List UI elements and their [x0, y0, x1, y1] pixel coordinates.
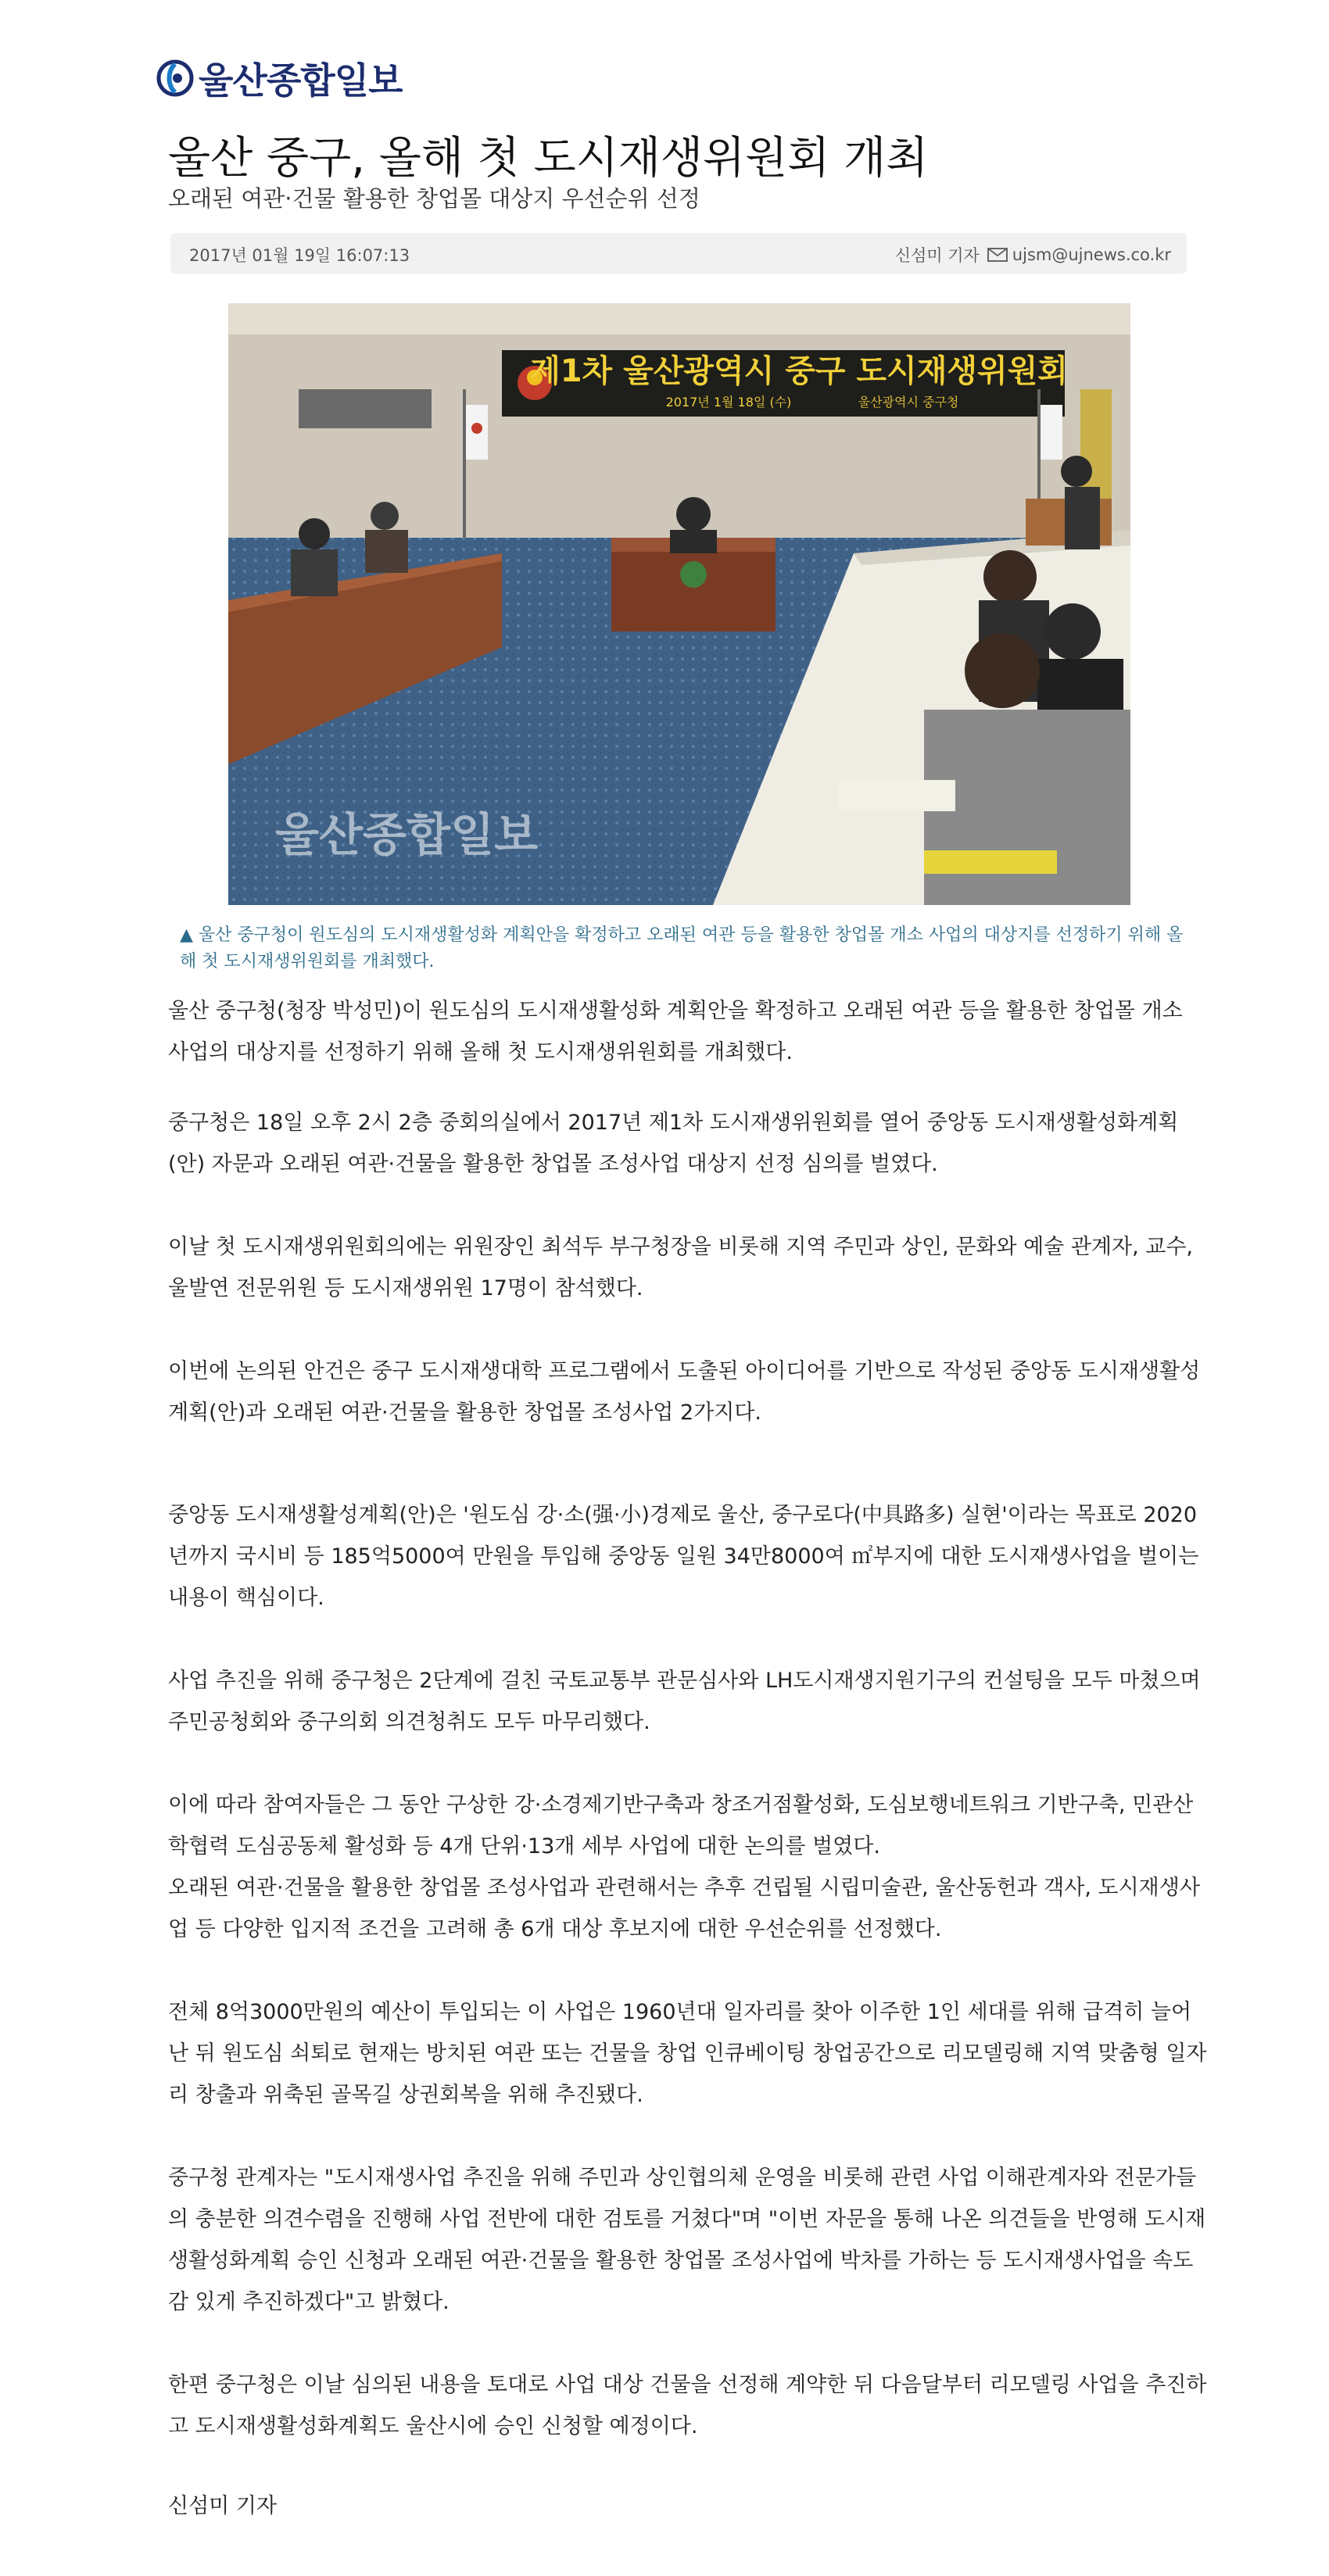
- article-paragraph: 울산 중구청(청장 박성민)이 원도심의 도시재생활성화 계획안을 확정하고 오래된 여관 등을 활용한 창업몰 개소 사업의 대상지를 선정하기 위해 올해 첫 도시재생위원회를 개최했다.: [168, 999, 1183, 1064]
- article-paragraph: 오래된 여관·건물을 활용한 창업몰 조성사업과 관련해서는 추후 건립될 시립미술관, 울산동헌과 객사, 도시재생사업 등 다양한 입지적 조건을 고려해 총 6개 대상 후보지에 대한 우선순위를 선정했다.: [168, 1876, 1200, 1941]
- banner-date: 2017년 1월 18일 (수): [665, 395, 792, 410]
- site-logo[interactable]: [156, 55, 403, 102]
- publish-date: 2017년 01월 19일 16:07:13: [189, 246, 410, 265]
- banner-title: 제1차 울산광역시 중구 도시재생위원회: [530, 353, 1068, 389]
- photo-caption: ▲ 울산 중구청이 원도심의 도시재생활성화 계획안을 확정하고 오래된 여관 등을 활용한 창업몰 개소 사업의 대상지를 선정하기 위해 올해 첫 도시재생위원회를 개최했다.: [180, 925, 1184, 971]
- ujnews-logo-icon: [156, 59, 194, 97]
- article-paragraph: 이번에 논의된 안건은 중구 도시재생대학 프로그램에서 도출된 아이디어를 기반으로 작성된 중앙동 도시재생활성계획(안)과 오래된 여관·건물을 활용한 창업몰 조성사업 2가지다.: [168, 1359, 1201, 1425]
- reporter-info: [895, 243, 1171, 267]
- reporter-name: 신섬미 기자: [894, 246, 980, 265]
- logo-text: 울산종합일보: [199, 59, 403, 102]
- article-meta-bar: [170, 233, 1187, 274]
- article-paragraph: 한편 중구청은 이날 심의된 내용을 토대로 사업 대상 건물을 선정해 계약한 뒤 다음달부터 리모델링 사업을 추진하고 도시재생활성화계획도 울산시에 승인 신청할 예정이다.: [168, 2373, 1207, 2438]
- meeting-room-image: [228, 303, 1130, 905]
- article-paragraph: 중앙동 도시재생활성계획(안)은 '원도심 강·소(强·小)경제로 울산, 중구로다(中具路多) 실현'이라는 목표로 2020년까지 국시비 등 185억5000여 만원을 투입해 중앙동 일원 34만8000여 ㎡부지에 대한 도시재생사업을 벌이는 내용이 핵심이다.: [168, 1503, 1199, 1610]
- reporter-email[interactable]: ujsm@ujnews.co.kr: [1012, 245, 1171, 264]
- article-paragraph: 이날 첫 도시재생위원회의에는 위원장인 최석두 부구청장을 비롯해 지역 주민과 상인, 문화와 예술 관계자, 교수, 울발연 전문위원 등 도시재생위원 17명이 참석했다.: [168, 1235, 1194, 1301]
- article-paragraph: 전체 8억3000만원의 예산이 투입되는 이 사업은 1960년대 일자리를 찾아 이주한 1인 세대를 위해 급격히 늘어난 뒤 원도심 쇠퇴로 현재는 방치된 여관 또는 건물을 창업 인큐베이팅 창업공간으로 리모델링해 지역 맞춤형 일자리 창출과 위축된 골목길 상권회복을 위해 추진됐다.: [168, 2000, 1207, 2107]
- banner-org: 울산광역시 중구청: [858, 395, 959, 410]
- article-byline: 신섬미 기자: [168, 2494, 277, 2518]
- article-paragraph: 중구청은 18일 오후 2시 2층 중회의실에서 2017년 제1차 도시재생위원회를 열어 중앙동 도시재생활성화계획(안) 자문과 오래된 여관·건물을 활용한 창업몰 조성사업 대상지 선정 심의를 벌였다.: [168, 1111, 1179, 1176]
- article-paragraph: 중구청 관계자는 "도시재생사업 추진을 위해 주민과 상인협의체 운영을 비롯해 관련 사업 이해관계자와 전문가들의 충분한 의견수렴을 진행해 사업 전반에 대한 검토를 거쳤다"며 "이번 자문을 통해 나온 의견들을 반영해 도시재생활성화계획 승인 신청과 오래된 여관·건물을 활용한 창업몰 조성사업에 박차를 가하는 등 도시재생사업을 속도감 있게 추진하겠다"고 밝혔다.: [168, 2166, 1206, 2314]
- article-paragraph: 이에 따라 참여자들은 그 동안 구상한 강·소경제기반구축과 창조거점활성화, 도심보행네트워크 기반구축, 민관산학협력 도심공동체 활성화 등 4개 단위·13개 세부 사업에 대한 논의를 벌였다.: [168, 1793, 1194, 1859]
- article-title: 울산 중구, 올해 첫 도시재생위원회 개최: [168, 133, 929, 184]
- article-photo: [228, 303, 1130, 905]
- photo-watermark: 울산종합일보: [275, 808, 539, 861]
- mail-icon[interactable]: [987, 248, 1008, 262]
- article-subtitle: 오래된 여관·건물 활용한 창업몰 대상지 우선순위 선정: [168, 185, 700, 212]
- article-paragraph: 사업 추진을 위해 중구청은 2단계에 걸친 국토교통부 관문심사와 LH도시재생지원기구의 컨설팅을 모두 마쳤으며 주민공청회와 중구의회 의견청취도 모두 마무리했다.: [168, 1669, 1201, 1734]
